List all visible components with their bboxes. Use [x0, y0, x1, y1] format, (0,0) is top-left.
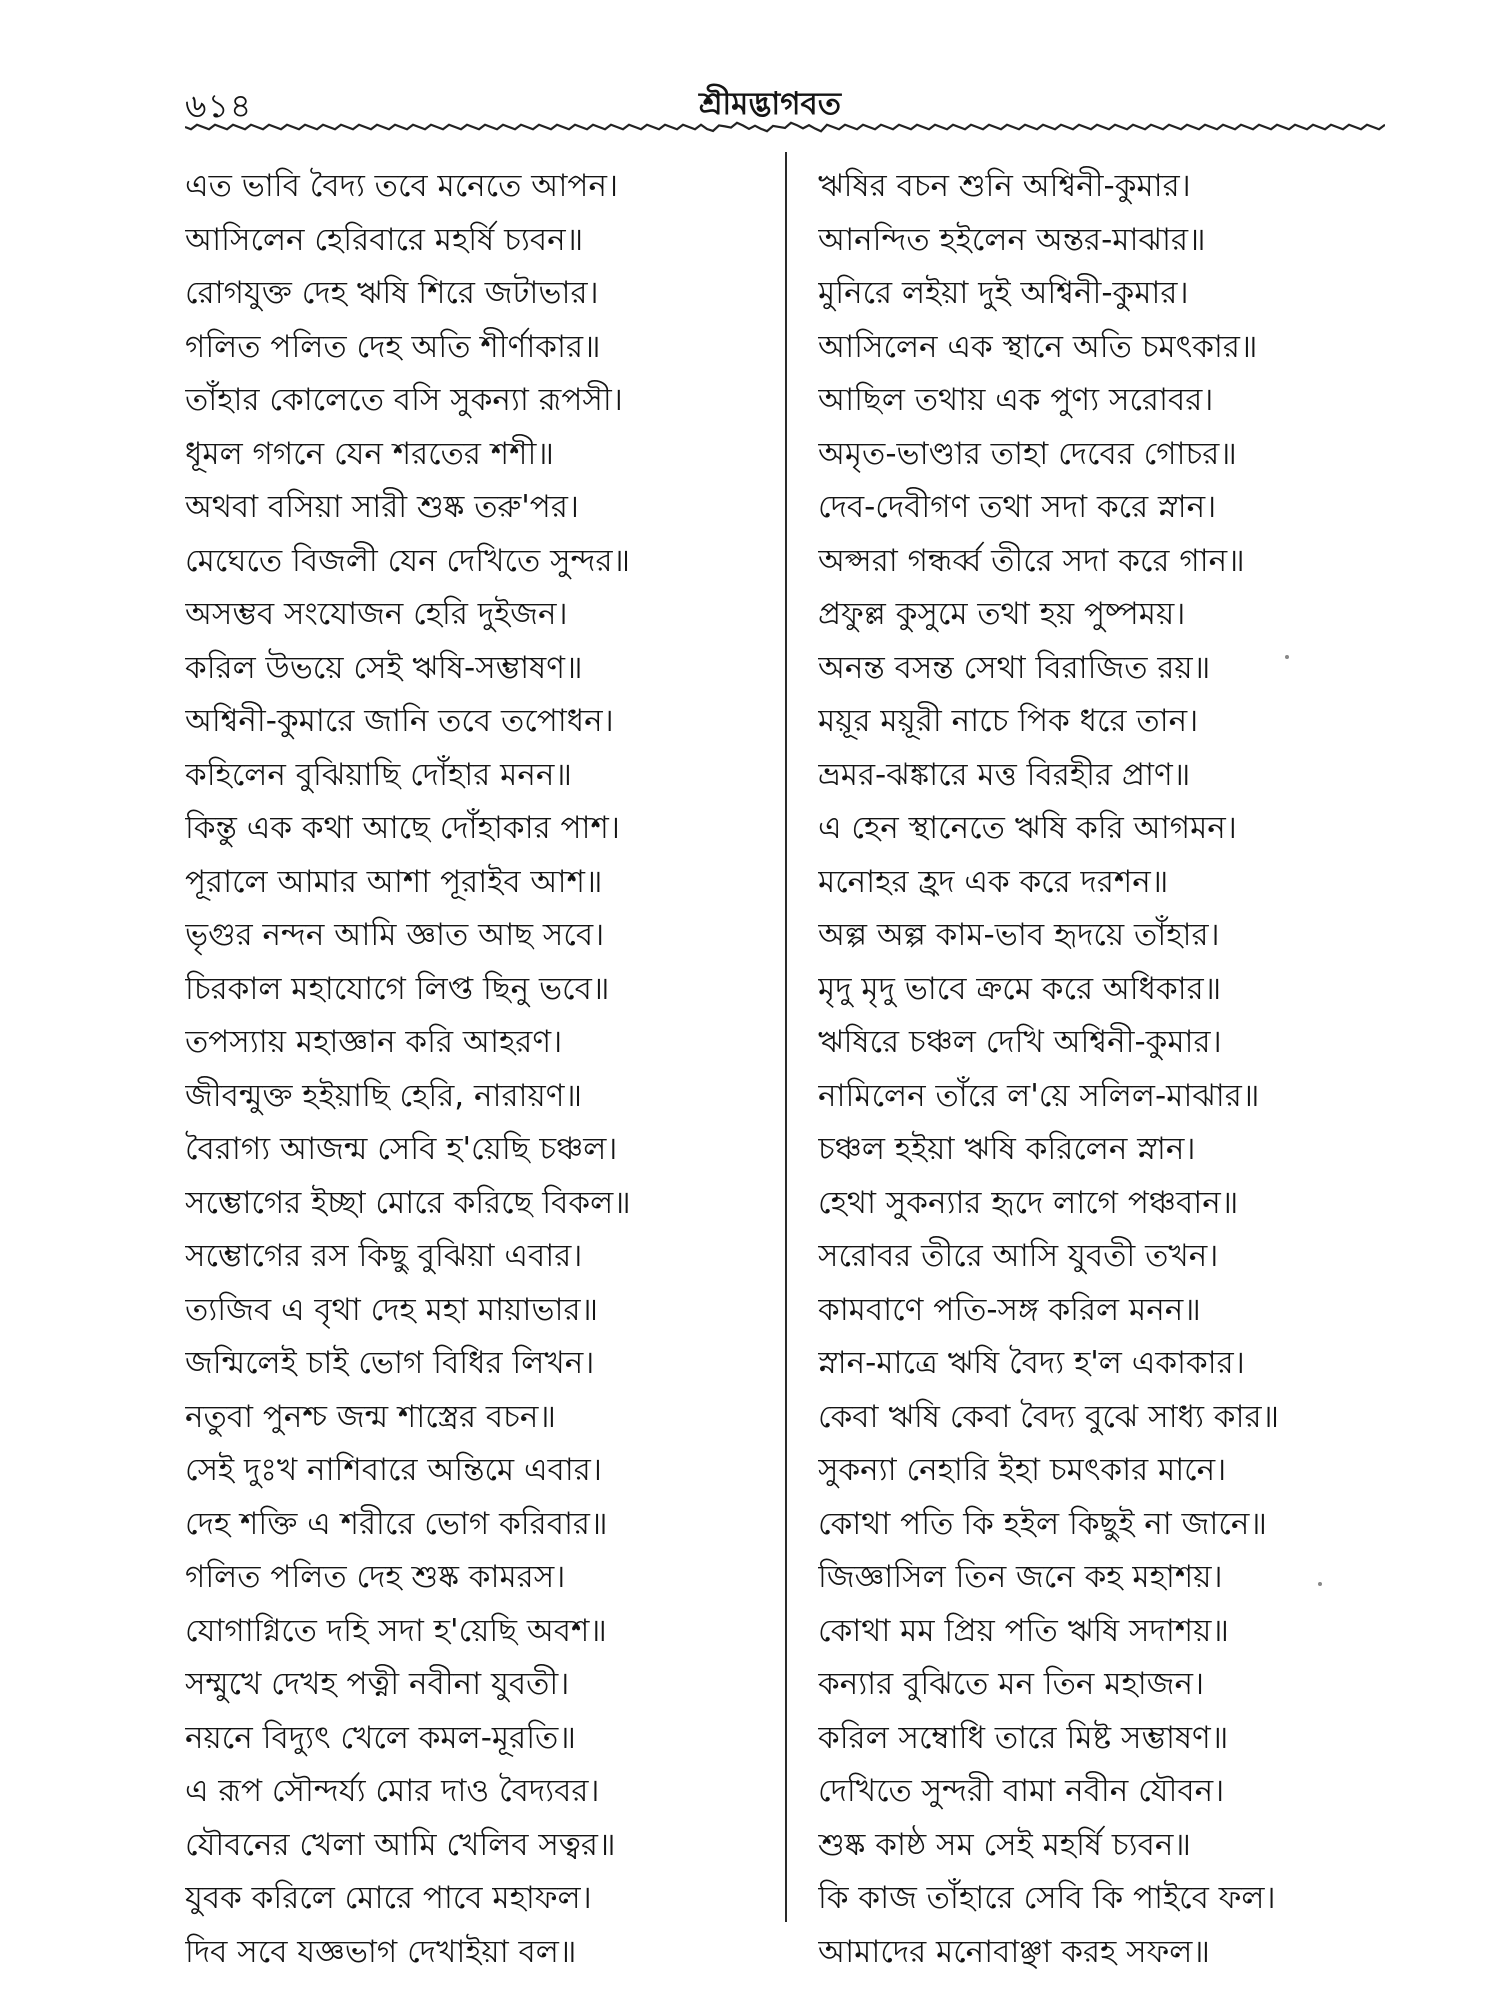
verse-line: তাঁহার কোলেতে বসি সুকন্যা রূপসী।	[185, 382, 623, 418]
verse-line: করিল সম্বোধি তারে মিষ্ট সম্ভাষণ॥	[818, 1719, 1229, 1756]
verse-line: তপস্যায় মহাজ্ঞান করি আহরণ।	[185, 1024, 563, 1060]
verse-line: ত্যজিব এ বৃথা দেহ মহা মায়াভার॥	[185, 1291, 599, 1328]
verse-line: কোথা মম প্রিয় পতি ঋষি সদাশয়॥	[818, 1612, 1229, 1649]
verse-line: গলিত পলিত দেহ শুষ্ক কামরস।	[185, 1559, 566, 1595]
left-verse-column	[185, 160, 745, 1979]
verse-line: আনন্দিত হইলেন অন্তর-মাঝার॥	[818, 221, 1206, 258]
verse-line: সম্মুখে দেখহ পত্নী নবীনা যুবতী।	[185, 1666, 570, 1702]
verse-line: হেথা সুকন্যার হৃদে লাগে পঞ্চবান॥	[818, 1184, 1239, 1221]
verse-line: এত ভাবি বৈদ্য তবে মনেতে আপন।	[185, 168, 619, 204]
verse-line: দিব সবে যজ্ঞভাগ দেখাইয়া বল॥	[185, 1933, 577, 1970]
paper-speck	[1285, 655, 1289, 659]
verse-line: কোথা পতি কি হইল কিছুই না জানে॥	[818, 1505, 1267, 1542]
verse-line: রোগযুক্ত দেহ ঋষি শিরে জটাভার।	[185, 275, 599, 311]
verse-line: মুনিরে লইয়া দুই অশ্বিনী-কুমার।	[818, 275, 1189, 311]
verse-line: অথবা বসিয়া সারী শুষ্ক তরু'পর।	[185, 489, 579, 525]
verse-line: সম্ভোগের রস কিছু বুঝিয়া এবার।	[185, 1238, 583, 1274]
verse-line: যোগাগ্নিতে দহি সদা হ'য়েছি অবশ॥	[185, 1612, 607, 1649]
verse-line: প্রফুল্ল কুসুমে তথা হয় পুষ্পময়।	[818, 596, 1186, 632]
verse-line: জন্মিলেই চাই ভোগ বিধির লিখন।	[185, 1345, 595, 1381]
verse-line: করিল উভয়ে সেই ঋষি-সম্ভাষণ॥	[185, 649, 583, 686]
verse-line: এ হেন স্থানেতে ঋষি করি আগমন।	[818, 810, 1237, 846]
verse-line: দেহ শক্তি এ শরীরে ভোগ করিবার॥	[185, 1505, 608, 1542]
verse-line: যুবক করিলে মোরে পাবে মহাফল।	[185, 1880, 592, 1916]
verse-line: সুকন্যা নেহারি ইহা চমৎকার মানে।	[818, 1452, 1227, 1488]
verse-line: কিন্তু এক কথা আছে দোঁহাকার পাশ।	[185, 810, 620, 846]
verse-line: মেঘেতে বিজলী যেন দেখিতে সুন্দর॥	[185, 542, 631, 579]
verse-line: দেখিতে সুন্দরী বামা নবীন যৌবন।	[818, 1773, 1225, 1809]
verse-line: মনোহর হ্রদ এক করে দরশন॥	[818, 863, 1169, 900]
verse-line: ভৃগুর নন্দন আমি জ্ঞাত আছ সবে।	[185, 917, 605, 953]
verse-line: সম্ভোগের ইচ্ছা মোরে করিছে বিকল॥	[185, 1184, 631, 1221]
running-head-title: শ্রীমদ্ভাগবত	[698, 86, 842, 122]
verse-line: ময়ূর ময়ূরী নাচে পিক ধরে তান।	[818, 703, 1199, 739]
verse-line: কন্যার বুঝিতে মন তিন মহাজন।	[818, 1666, 1205, 1702]
verse-line: অমৃত-ভাণ্ডার তাহা দেবের গোচর॥	[818, 435, 1237, 472]
verse-line: চিরকাল মহাযোগে লিপ্ত ছিনু ভবে॥	[185, 970, 610, 1007]
verse-line: কেবা ঋষি কেবা বৈদ্য বুঝে সাধ্য কার॥	[818, 1398, 1280, 1435]
verse-line: নতুবা পুনশ্চ জন্ম শাস্ত্রের বচন॥	[185, 1398, 556, 1435]
verse-line: ঋষিরে চঞ্চল দেখি অশ্বিনী-কুমার।	[818, 1024, 1222, 1060]
right-verse-column	[818, 160, 1388, 1979]
verse-line: দেব-দেবীগণ তথা সদা করে স্নান।	[818, 489, 1217, 525]
verse-line: অনন্ত বসন্ত সেথা বিরাজিত রয়॥	[818, 649, 1211, 686]
verse-line: ধূমল গগনে যেন শরতের শশী॥	[185, 435, 554, 472]
verse-line: স্নান-মাত্রে ঋষি বৈদ্য হ'ল একাকার।	[818, 1345, 1245, 1381]
verse-line: পূরালে আমার আশা পূরাইব আশ॥	[185, 863, 603, 900]
header-wavy-rule	[185, 118, 1385, 136]
verse-line: নয়নে বিদ্যুৎ খেলে কমল-মূরতি॥	[185, 1719, 576, 1756]
verse-line: আসিলেন এক স্থানে অতি চমৎকার॥	[818, 328, 1258, 365]
verse-line: কি কাজ তাঁহারে সেবি কি পাইবে ফল।	[818, 1880, 1276, 1916]
verse-line: নামিলেন তাঁরে ল'য়ে সলিল-মাঝার॥	[818, 1077, 1260, 1114]
verse-line: এ রূপ সৌন্দর্য্য মোর দাও বৈদ্যবর।	[185, 1773, 600, 1809]
verse-line: বৈরাগ্য আজন্ম সেবি হ'য়েছি চঞ্চল।	[185, 1131, 618, 1167]
verse-line: কহিলেন বুঝিয়াছি দোঁহার মনন॥	[185, 756, 572, 793]
verse-line: জিজ্ঞাসিল তিন জনে কহ মহাশয়।	[818, 1559, 1223, 1595]
verse-line: যৌবনের খেলা আমি খেলিব সত্বর॥	[185, 1826, 616, 1863]
verse-line: সরোবর তীরে আসি যুবতী তখন।	[818, 1238, 1219, 1274]
verse-line: সেই দুঃখ নাশিবারে অন্তিমে এবার।	[185, 1452, 602, 1488]
verse-line: আছিল তথায় এক পুণ্য সরোবর।	[818, 382, 1214, 418]
verse-line: আমাদের মনোবাঞ্ছা করহ সফল॥	[818, 1933, 1210, 1970]
verse-line: অপ্সরা গন্ধর্ব্ব তীরে সদা করে গান॥	[818, 542, 1245, 579]
verse-line: জীবন্মুক্ত হইয়াছি হেরি, নারায়ণ॥	[185, 1077, 583, 1114]
verse-line: গলিত পলিত দেহ অতি শীর্ণাকার॥	[185, 328, 601, 365]
column-divider	[785, 152, 787, 1922]
verse-line: শুষ্ক কাষ্ঠ সম সেই মহর্ষি চ্যবন॥	[818, 1826, 1191, 1863]
verse-line: আসিলেন হেরিবারে মহর্ষি চ্যবন॥	[185, 221, 584, 258]
verse-line: অশ্বিনী-কুমারে জানি তবে তপোধন।	[185, 703, 614, 739]
paper-speck	[1318, 1582, 1322, 1586]
verse-line: ঋষির বচন শুনি অশ্বিনী-কুমার।	[818, 168, 1191, 204]
page-number: ৬১৪	[185, 86, 253, 125]
verse-line: অল্প অল্প কাম-ভাব হৃদয়ে তাঁহার।	[818, 917, 1220, 953]
verse-line: অসম্ভব সংযোজন হেরি দুইজন।	[185, 596, 568, 632]
verse-line: মৃদু মৃদু ভাবে ক্রমে করে অধিকার॥	[818, 970, 1222, 1007]
verse-line: কামবাণে পতি-সঙ্গ করিল মনন॥	[818, 1291, 1201, 1328]
verse-line: চঞ্চল হইয়া ঋষি করিলেন স্নান।	[818, 1131, 1196, 1167]
verse-line: ভ্রমর-ঝঙ্কারে মত্ত বিরহীর প্রাণ॥	[818, 756, 1191, 793]
